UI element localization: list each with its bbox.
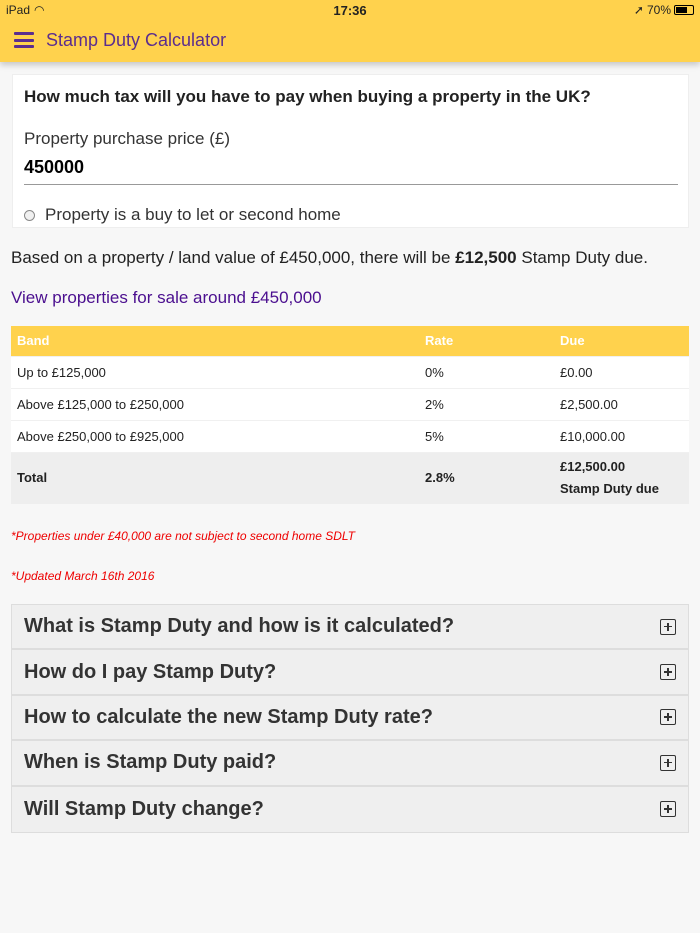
faq-title: How do I pay Stamp Duty? <box>24 660 277 683</box>
result-prefix: Based on a property / land value of £450,000, there will be <box>11 248 456 267</box>
due-cell: £10,000.00 <box>554 420 689 452</box>
breakdown-table <box>11 326 689 504</box>
faq-item[interactable] <box>12 605 688 650</box>
table-row <box>11 388 689 420</box>
header-rate: Rate <box>419 326 554 356</box>
faq-title: How to calculate the new Stamp Duty rate? <box>24 705 433 728</box>
app-title: Stamp Duty Calculator <box>46 29 227 50</box>
header <box>0 0 700 62</box>
faq-title: When is Stamp Duty paid? <box>24 751 277 774</box>
battery-percent: 70% <box>646 3 671 17</box>
second-home-note: *Properties under £40,000 are not subject to second home SDLT <box>11 529 355 543</box>
faq-title: Will Stamp Duty change? <box>24 797 264 820</box>
radio-button[interactable] <box>24 210 35 221</box>
second-home-label: Property is a buy to let or second home <box>45 205 341 224</box>
band-cell: Up to £125,000 <box>11 356 419 388</box>
faq-title: What is Stamp Duty and how is it calculated? <box>24 615 455 638</box>
table-row <box>11 420 689 452</box>
rate-cell: 0% <box>419 356 554 388</box>
due-cell: £2,500.00 <box>554 388 689 420</box>
view-properties-link[interactable]: View properties for sale around £450,000 <box>11 288 322 307</box>
status-bar <box>0 0 700 20</box>
clock: 17:36 <box>333 2 367 18</box>
total-label: Total <box>11 452 419 504</box>
expand-icon[interactable] <box>660 709 676 725</box>
price-label: Property purchase price (£) <box>24 129 230 148</box>
question-heading: How much tax will you have to pay when buying a property in the UK? <box>24 87 591 106</box>
expand-icon[interactable] <box>660 664 676 680</box>
expand-icon[interactable] <box>660 755 676 771</box>
result-suffix: Stamp Duty due. <box>516 248 648 267</box>
band-cell: Above £125,000 to £250,000 <box>11 388 419 420</box>
result-amount: £12,500 <box>455 248 517 267</box>
updated-note: *Updated March 16th 2016 <box>11 569 155 583</box>
menu-icon[interactable] <box>14 32 34 48</box>
faq-accordion <box>11 604 689 833</box>
total-row <box>11 452 689 504</box>
rate-cell: 2% <box>419 388 554 420</box>
result-text <box>11 248 648 268</box>
price-input[interactable] <box>24 153 678 185</box>
faq-item[interactable] <box>12 787 688 832</box>
wifi-icon: ◠ <box>34 3 45 17</box>
total-rate: 2.8% <box>419 452 554 504</box>
faq-item[interactable] <box>12 741 688 786</box>
due-cell: £0.00 <box>554 356 689 388</box>
calculator-form <box>12 74 689 228</box>
band-cell: Above £250,000 to £925,000 <box>11 420 419 452</box>
total-due: £12,500.00 <box>560 459 626 475</box>
header-due: Due <box>554 326 689 356</box>
faq-item[interactable] <box>12 696 688 741</box>
rate-cell: 5% <box>419 420 554 452</box>
expand-icon[interactable] <box>660 619 676 635</box>
header-band: Band <box>11 326 419 356</box>
table-row <box>11 356 689 388</box>
second-home-option[interactable] <box>24 205 677 225</box>
faq-item[interactable] <box>12 650 688 695</box>
total-due-note: Stamp Duty due <box>560 481 659 497</box>
device-label: iPad <box>6 3 31 17</box>
location-icon: ➚ <box>633 3 644 17</box>
expand-icon[interactable] <box>660 801 676 817</box>
